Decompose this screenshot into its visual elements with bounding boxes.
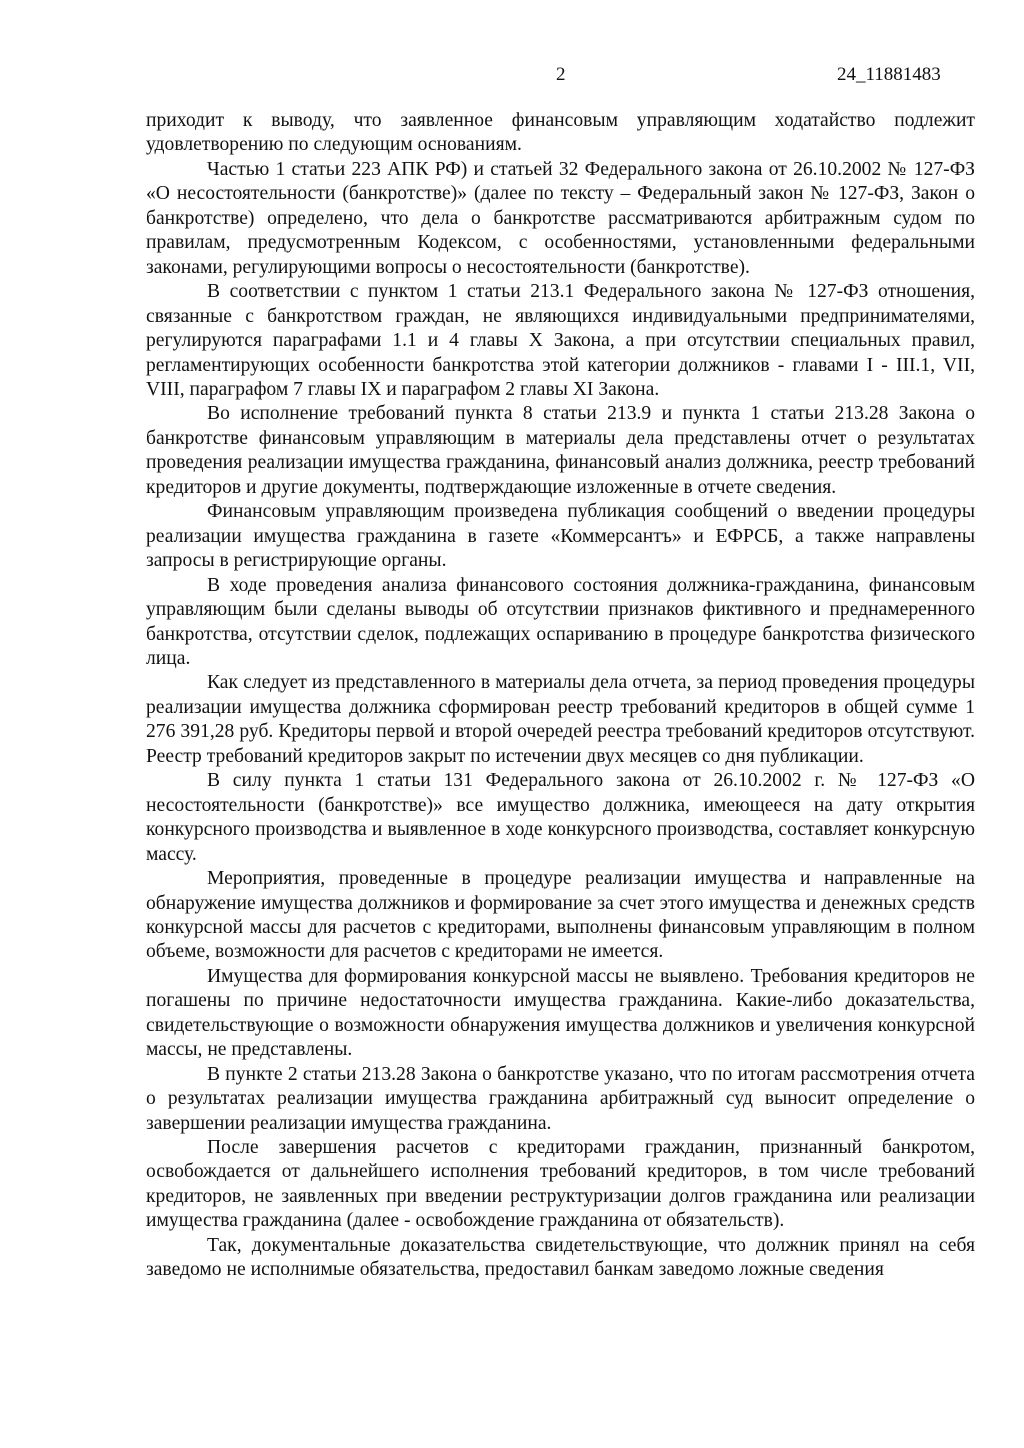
- paragraph: Финансовым управляющим произведена публикация сообщений о введении процедуры реализации имущества гражданина в газете «Коммерсантъ» и ЕФРСБ, а также направлены запросы в регистрирующие органы.: [146, 501, 975, 572]
- paragraph: В силу пункта 1 статьи 131 Федерального закона от 26.10.2002 г. № 127-ФЗ «О несостоятельности (банкротстве)» все имущество должника, имеющееся на дату открытия конкурсного производства и выявленное в ходе конкурсного производства, составляет конкурсную массу.: [146, 770, 975, 865]
- page-header: [0, 63, 1024, 87]
- paragraph: В ходе проведения анализа финансового состояния должника-гражданина, финансовым управляющим были сделаны выводы об отсутствии признаков фиктивного и преднамеренного банкротства, отсутствии сделок, подлежащих оспариванию в процедуре банкротства физического лица.: [146, 574, 975, 669]
- paragraph: После завершения расчетов с кредиторами гражданин, признанный банкротом, освобождается от дальнейшего исполнения требований кредиторов, в том числе требований кредиторов, не заявленных при введении реструктуризации долгов гражданина или реализации имущества гражданина (далее - освобождение гражданина от обязательств).: [146, 1137, 975, 1232]
- document-body: [146, 109, 975, 1283]
- page-number: 2: [556, 64, 566, 85]
- paragraph: Как следует из представленного в материалы дела отчета, за период проведения процедуры реализации имущества должника сформирован реестр требований кредиторов в общей сумме 1 276 391,28 руб. Кредиторы первой и второй очередей реестра требований кредиторов отсутствуют. Реестр требований кредиторов закрыт по истечении двух месяцев со дня публикации.: [146, 672, 975, 767]
- paragraph: Частью 1 статьи 223 АПК РФ) и статьей 32 Федерального закона от 26.10.2002 № 127-ФЗ «О несостоятельности (банкротстве)» (далее по тексту – Федеральный закон № 127-ФЗ, Закон о банкротстве) определено, что дела о банкротстве рассматриваются арбитражным судом по правилам, предусмотренным Кодексом, с особенностями, установленными федеральными законами, регулирующими вопросы о несостоятельности (банкротстве).: [146, 158, 975, 278]
- document-id: 24_11881483: [837, 64, 941, 85]
- paragraph: В пункте 2 статьи 213.28 Закона о банкротстве указано, что по итогам рассмотрения отчета о результатах реализации имущества гражданина арбитражный суд выносит определение о завершении реализации имущества гражданина.: [146, 1063, 975, 1134]
- paragraph: приходит к выводу, что заявленное финансовым управляющим ходатайство подлежит удовлетворению по следующим основаниям.: [146, 110, 975, 156]
- paragraph: Мероприятия, проведенные в процедуре реализации имущества и направленные на обнаружение имущества должников и формирование за счет этого имущества и денежных средств конкурсной массы для расчетов с кредиторами, выполнены финансовым управляющим в полном объеме, возможности для расчетов с кредиторами не имеется.: [146, 868, 975, 963]
- paragraph: В соответствии с пунктом 1 статьи 213.1 Федерального закона № 127-ФЗ отношения, связанные с банкротством граждан, не являющихся индивидуальными предпринимателями, регулируются параграфами 1.1 и 4 главы X Закона, а при отсутствии специальных правил, регламентирующих особенности банкротства этой категории должников - главами I - III.1, VII, VIII, параграфом 7 главы IX и параграфом 2 главы XI Закона.: [146, 281, 975, 400]
- paragraph: Во исполнение требований пункта 8 статьи 213.9 и пункта 1 статьи 213.28 Закона о банкротстве финансовым управляющим в материалы дела представлены отчет о результатах проведения реализации имущества гражданина, финансовый анализ должника, реестр требований кредиторов и другие документы, подтверждающие изложенные в отчете сведения.: [146, 403, 975, 498]
- paragraph: Имущества для формирования конкурсной массы не выявлено. Требования кредиторов не погашены по причине недостаточности имущества гражданина. Какие-либо доказательства, свидетельствующие о возможности обнаружения имущества должников и увеличения конкурсной массы, не представлены.: [146, 965, 975, 1061]
- paragraph: Так, документальные доказательства свидетельствующие, что должник принял на себя заведомо не исполнимые обязательства, предоставил банкам заведомо ложные сведения: [146, 1234, 975, 1281]
